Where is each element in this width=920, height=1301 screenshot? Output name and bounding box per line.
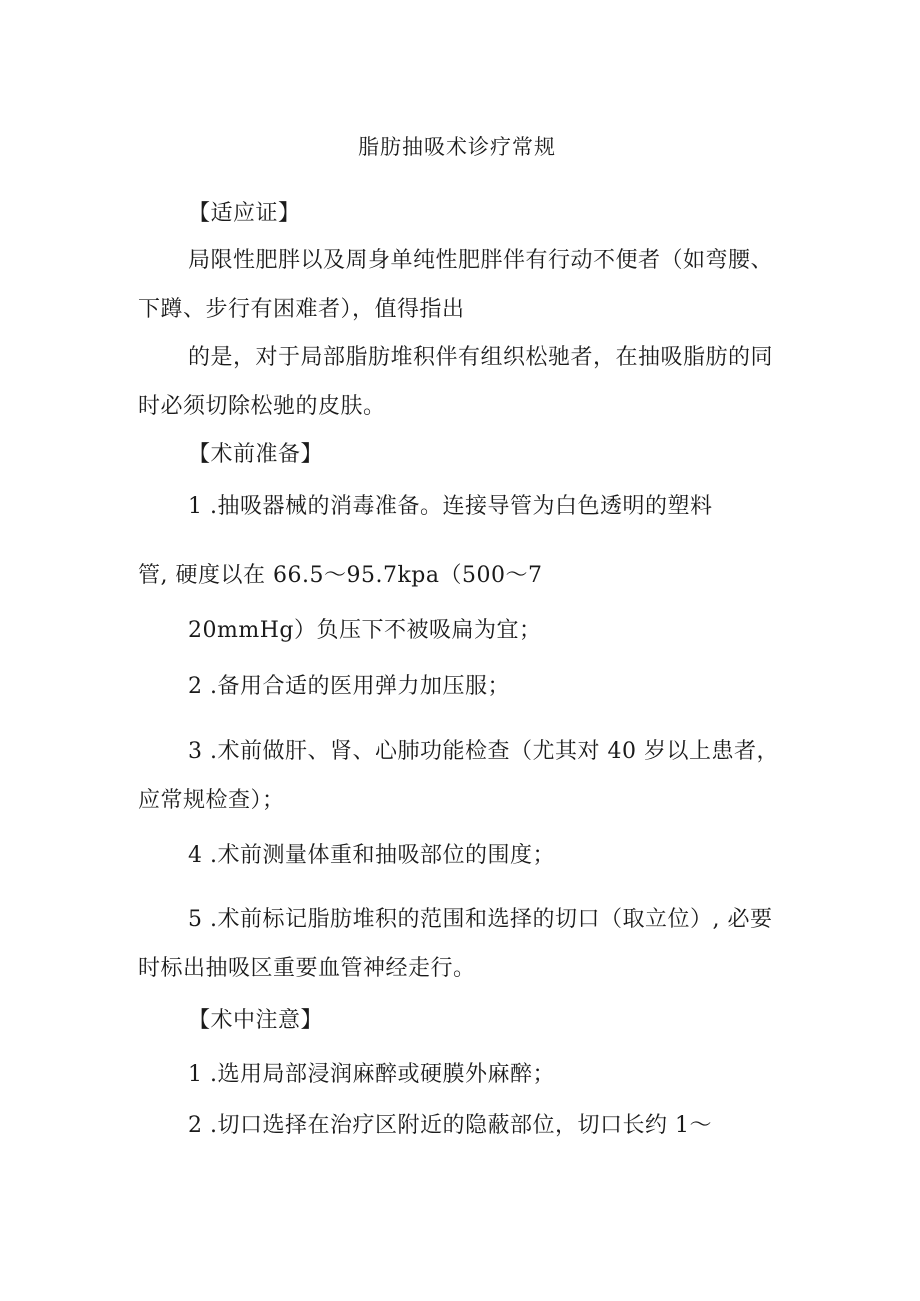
list-item-continuation: 20mmHg）负压下不被吸扁为宜；	[188, 618, 542, 643]
section-heading-indications: 【适应证】	[188, 201, 301, 226]
list-item: 5 .术前标记脂肪堆积的范围和选择的切口（取立位）, 必要	[188, 907, 773, 932]
list-item: 1 .选用局部浸润麻醉或硬膜外麻醉；	[188, 1062, 555, 1087]
list-item-continuation: 管, 硬度以在 66.5～95.7kpa（500～7	[138, 563, 543, 588]
paragraph-line: 下蹲、步行有困难者），值得指出	[138, 297, 465, 322]
paragraph-line: 的是，对于局部脂肪堆积伴有组织松驰者，在抽吸脂肪的同	[188, 345, 774, 370]
paragraph-line: 局限性肥胖以及周身单纯性肥胖伴有行动不便者（如弯腰、	[188, 248, 774, 273]
list-item-continuation: 时标出抽吸区重要血管神经走行。	[138, 956, 476, 981]
list-item: 2 .切口选择在治疗区附近的隐蔽部位，切口长约 1～	[188, 1113, 712, 1138]
document-title: 脂肪抽吸术诊疗常规	[358, 135, 556, 159]
list-item: 1 .抽吸器械的消毒准备。连接导管为白色透明的塑料	[188, 494, 713, 519]
section-heading-preop: 【术前准备】	[188, 442, 324, 467]
list-item-continuation: 应常规检查）；	[138, 788, 285, 813]
paragraph-line: 时必须切除松驰的皮肤。	[138, 394, 386, 419]
list-item: 4 .术前测量体重和抽吸部位的围度；	[188, 843, 555, 868]
list-item: 3 .术前做肝、肾、心肺功能检查（尤其对 40 岁以上患者，	[188, 739, 779, 764]
section-heading-intraop: 【术中注意】	[188, 1008, 324, 1033]
list-item: 2 .备用合适的医用弹力加压服；	[188, 674, 510, 699]
